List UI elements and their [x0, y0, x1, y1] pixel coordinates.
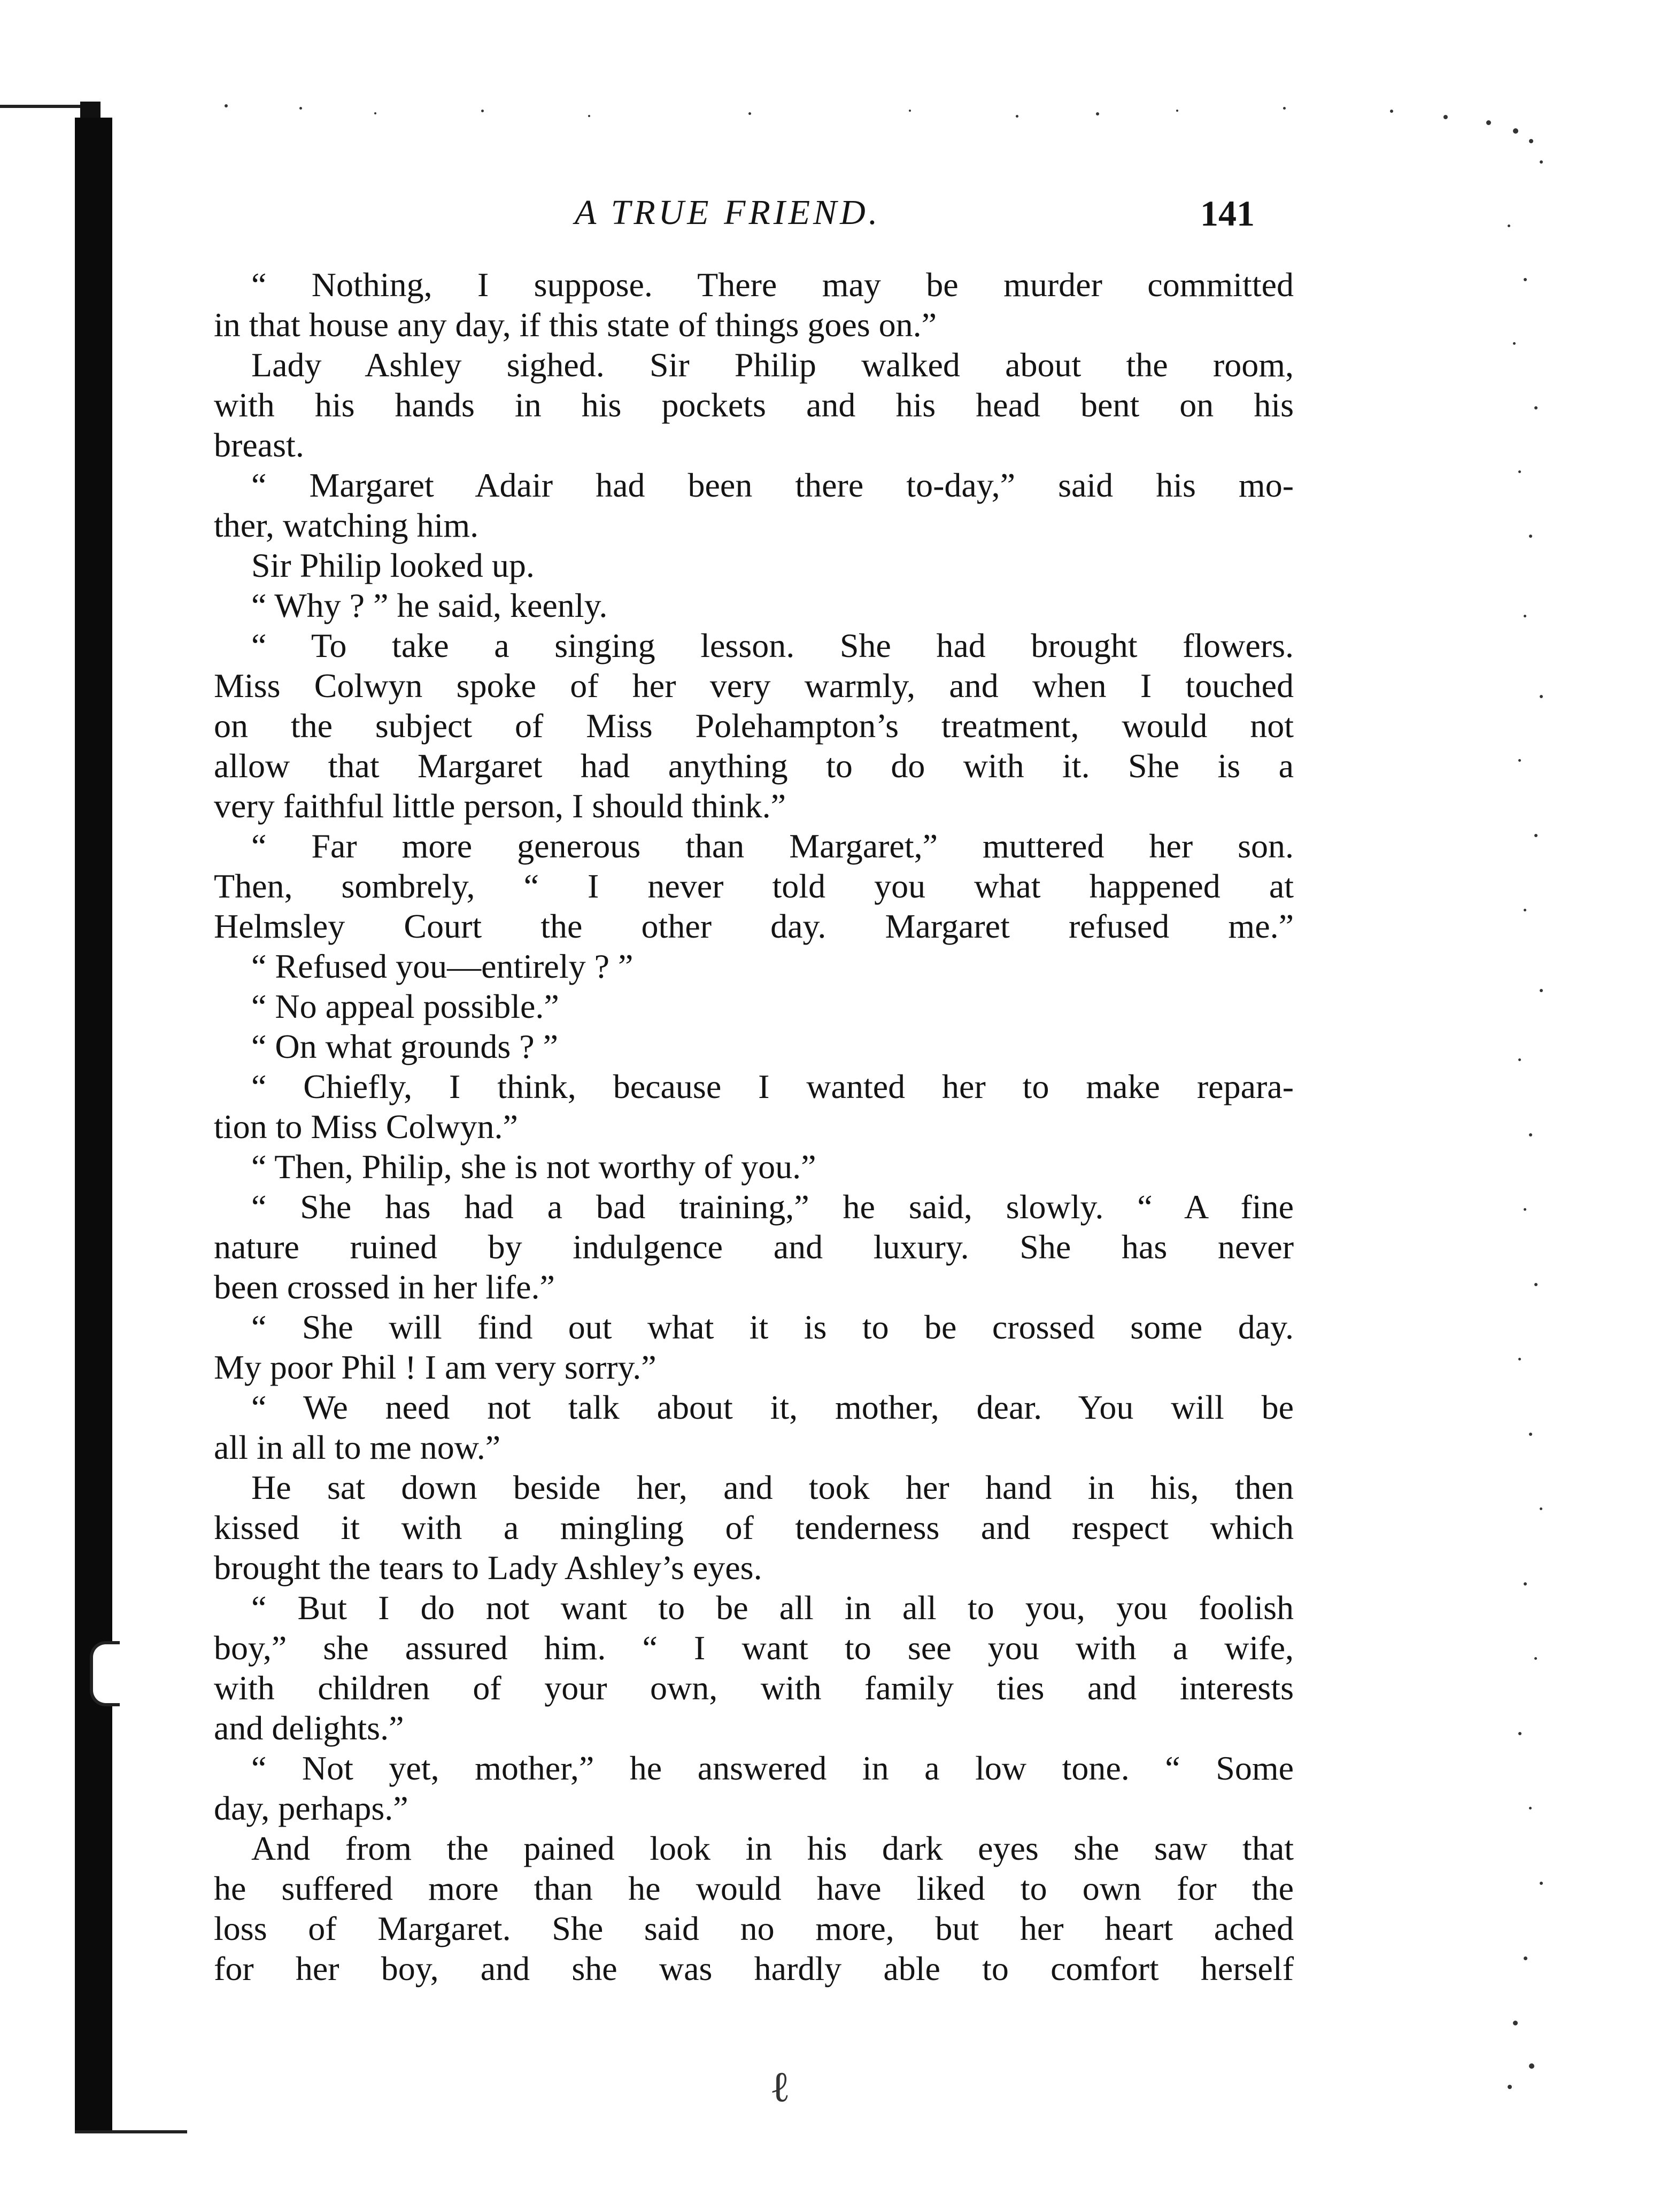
scan-speck	[1524, 1582, 1527, 1585]
scan-speck	[1534, 1657, 1537, 1660]
scan-speck	[1529, 1133, 1532, 1136]
scan-speck	[1508, 225, 1510, 227]
body-text	[214, 265, 1294, 1989]
binding-notch	[90, 1641, 120, 1706]
text-line: Sir Philip looked up.	[251, 546, 535, 584]
running-title: A TRUE FRIEND.	[575, 193, 881, 232]
page-edge-line	[0, 105, 80, 108]
scan-speck	[1176, 110, 1178, 112]
page-number: 141	[1200, 193, 1255, 234]
text-line: in that house any day, if this state of things goes on.”	[214, 306, 937, 344]
text-line: “ Why ? ” he said, keenly.	[251, 586, 608, 624]
text-line: “ We need not talk about it, mother, dear. You will be	[251, 1388, 1294, 1426]
scan-speck	[1540, 695, 1543, 698]
scan-speck	[1534, 406, 1538, 409]
text-line: ther, watching him.	[214, 506, 479, 544]
scan-speck	[1529, 1433, 1532, 1436]
scan-speck	[1518, 759, 1521, 762]
text-line: “ She has had a bad training,” he said, slowly. “ A fine	[251, 1188, 1294, 1226]
scan-speck	[1534, 1283, 1538, 1286]
scan-speck	[1529, 535, 1532, 538]
scan-speck	[1534, 834, 1538, 837]
scan-speck	[1540, 160, 1543, 164]
scan-speck	[1529, 139, 1533, 143]
scan-speck	[1524, 909, 1526, 911]
scan-speck	[299, 107, 302, 110]
text-line: allow that Margaret had anything to do with it. She is a	[214, 747, 1294, 785]
scan-speck	[1529, 1807, 1532, 1809]
scan-speck	[1540, 989, 1543, 992]
text-line: “ But I do not want to be all in all to you, you foolish	[251, 1589, 1294, 1627]
scan-speck	[1508, 2085, 1512, 2089]
scan-speck	[1524, 615, 1526, 617]
text-line: and delights.”	[214, 1709, 404, 1747]
scan-speck	[1513, 2021, 1518, 2025]
text-line: My poor Phil ! I am very sorry.”	[214, 1348, 656, 1386]
scan-speck	[1096, 112, 1099, 115]
text-line: “ Chiefly, I think, because I wanted her to make repara-	[251, 1068, 1294, 1105]
scan-speck	[1016, 115, 1018, 118]
text-line: nature ruined by indulgence and luxury. She has never	[214, 1228, 1294, 1266]
text-line: loss of Margaret. She said no more, but her heart ached	[214, 1909, 1294, 1947]
text-line: boy,” she assured him. “ I want to see you with a wife,	[214, 1629, 1294, 1667]
scan-speck	[225, 104, 228, 107]
scan-speck	[1529, 2063, 1534, 2069]
scan-speck	[1518, 470, 1521, 473]
text-line: “ Not yet, mother,” he answered in a low tone. “ Some	[251, 1749, 1294, 1787]
text-line: “ Margaret Adair had been there to-day,” said his mo-	[251, 466, 1294, 504]
text-line: with children of your own, with family ties and interests	[214, 1669, 1294, 1707]
text-line: on the subject of Miss Polehampton’s treatment, would not	[214, 707, 1294, 745]
text-line: Miss Colwyn spoke of her very warmly, and when I touched	[214, 667, 1294, 705]
scan-speck	[1518, 1358, 1521, 1360]
text-line: all in all to me now.”	[214, 1428, 501, 1466]
page-header	[0, 192, 1653, 241]
text-line: “ On what grounds ? ”	[251, 1027, 559, 1065]
text-line: tion to Miss Colwyn.”	[214, 1108, 518, 1146]
scan-speck	[1540, 1507, 1542, 1510]
scan-speck	[588, 115, 590, 117]
scan-speck	[1518, 1058, 1521, 1061]
text-line: Then, sombrely, “ I never told you what happened at	[214, 867, 1294, 905]
page-bottom-edge-line	[75, 2130, 187, 2133]
scan-speck	[374, 112, 376, 114]
text-line: “ To take a singing lesson. She had brought flowers.	[251, 627, 1294, 664]
scan-speck	[748, 112, 751, 115]
scan-speck	[1513, 342, 1516, 345]
text-line: very faithful little person, I should think.”	[214, 787, 786, 825]
scan-speck	[1486, 120, 1491, 125]
text-line: breast.	[214, 426, 304, 464]
scan-speck	[1524, 278, 1527, 281]
text-line: “ She will find out what it is to be crossed some day.	[251, 1308, 1294, 1346]
scan-speck	[1283, 107, 1286, 110]
binding-shadow	[75, 118, 112, 2133]
text-line: he suffered more than he would have liked to own for the	[214, 1869, 1294, 1907]
scan-speck	[909, 110, 911, 112]
text-line: brought the tears to Lady Ashley’s eyes.	[214, 1549, 762, 1587]
scan-speck	[481, 110, 484, 112]
text-line: Lady Ashley sighed. Sir Philip walked about the room,	[251, 346, 1294, 384]
text-line: kissed it with a mingling of tenderness and respect which	[214, 1509, 1294, 1546]
footer-mark: ℓ	[770, 2064, 791, 2111]
text-line: “ Far more generous than Margaret,” muttered her son.	[251, 827, 1294, 865]
scan-speck	[1540, 1882, 1543, 1885]
text-line: day, perhaps.”	[214, 1789, 408, 1827]
text-line: And from the pained look in his dark eyes she saw that	[251, 1829, 1294, 1867]
text-line: He sat down beside her, and took her hand in his, then	[251, 1468, 1294, 1506]
text-line: been crossed in her life.”	[214, 1268, 555, 1306]
scan-speck	[1524, 1208, 1526, 1211]
scan-speck	[1518, 1732, 1521, 1735]
scan-speck	[1524, 1956, 1527, 1960]
scan-speck	[1443, 115, 1448, 119]
scan-speck	[1390, 110, 1393, 113]
text-line: “ Refused you—entirely ? ”	[251, 947, 634, 985]
scan-speck	[1513, 128, 1518, 134]
text-line: Helmsley Court the other day. Margaret refused me.”	[214, 907, 1294, 945]
text-line: for her boy, and she was hardly able to comfort herself	[214, 1950, 1294, 1987]
text-line: with his hands in his pockets and his head bent on his	[214, 386, 1294, 424]
text-line: “ No appeal possible.”	[251, 987, 559, 1025]
text-line: “ Then, Philip, she is not worthy of you.”	[251, 1148, 816, 1186]
text-line: “ Nothing, I suppose. There may be murder committed	[251, 266, 1294, 304]
